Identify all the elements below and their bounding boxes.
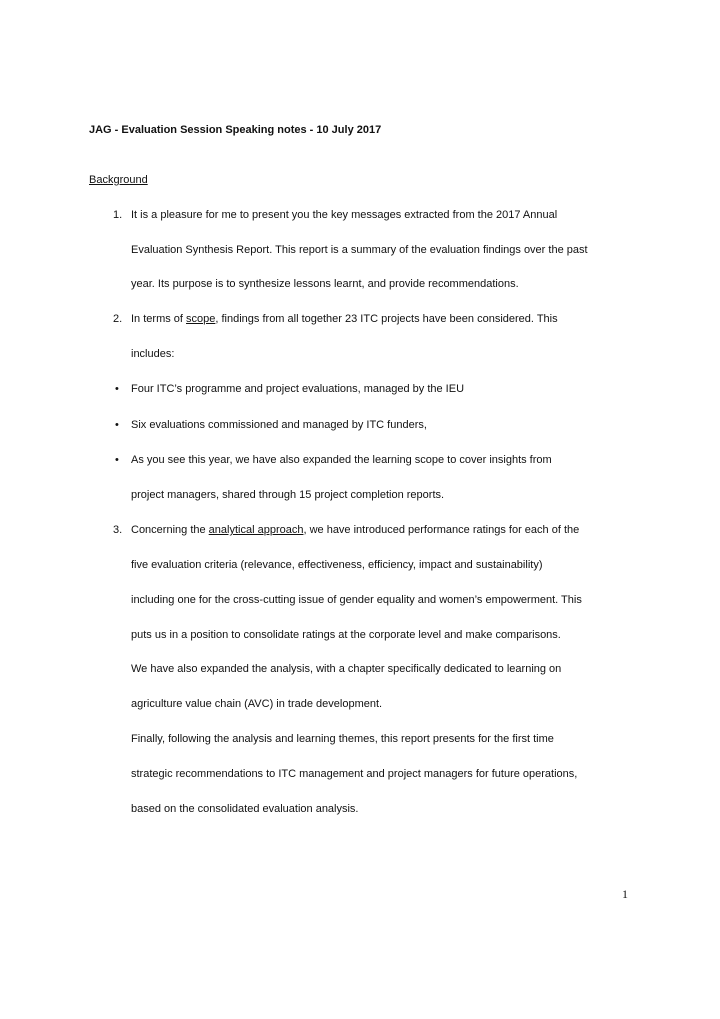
page-number: 1 (622, 887, 628, 901)
bullet-2-line-1: Six evaluations commissioned and managed by ITC funders, (131, 419, 427, 431)
item-3-line-8: strategic recommendations to ITC management and project managers for future operations, (131, 768, 578, 780)
item-3-prefix: Concerning the (131, 524, 209, 536)
bullet-3-marker: • (115, 454, 119, 466)
bullet-3-line-1: As you see this year, we have also expanded the learning scope to cover insights from (131, 454, 552, 466)
item-2-suffix: , findings from all together 23 ITC projects have been considered. This (215, 313, 558, 325)
bullet-1-marker: • (115, 383, 119, 395)
item-number-1: 1. (113, 209, 123, 221)
item-1-line-2: Evaluation Synthesis Report. This report is a summary of the evaluation findings over the past (131, 244, 588, 256)
scope-term: scope (186, 313, 216, 325)
item-3-line-6: agriculture value chain (AVC) in trade development. (131, 698, 383, 710)
bullet-1-line-1: Four ITC’s programme and project evaluations, managed by the IEU (131, 383, 465, 395)
item-2-line-2: includes: (131, 348, 175, 360)
bullet-3-line-2: project managers, shared through 15 project completion reports. (131, 489, 445, 501)
document-title: JAG - Evaluation Session Speaking notes - 10 July 2017 (89, 124, 382, 136)
item-2-prefix: In terms of (131, 313, 187, 325)
item-1-line-1: It is a pleasure for me to present you the key messages extracted from the 2017 Annual (131, 209, 558, 221)
item-3-line-4: puts us in a position to consolidate ratings at the corporate level and make comparisons. (131, 629, 561, 641)
item-3-line-7: Finally, following the analysis and learning themes, this report presents for the first time (131, 733, 554, 745)
item-3-line-9: based on the consolidated evaluation analysis. (131, 803, 359, 815)
item-3-line-2: five evaluation criteria (relevance, effectiveness, efficiency, impact and sustainability) (131, 559, 543, 571)
section-heading-background: Background (89, 174, 148, 186)
item-1-line-3: year. Its purpose is to synthesize lessons learnt, and provide recommendations. (131, 278, 519, 290)
bullet-2-marker: • (115, 419, 119, 431)
analytical-approach-term: analytical approach (208, 524, 304, 536)
item-2-line-1 (131, 312, 558, 326)
item-3-line-1 (131, 523, 579, 537)
item-number-2: 2. (113, 313, 123, 325)
item-number-3: 3. (113, 524, 123, 536)
item-3-line-3: including one for the cross-cutting issue of gender equality and women’s empowerment. This (131, 594, 582, 606)
item-3-line-5: We have also expanded the analysis, with a chapter specifically dedicated to learning on (131, 663, 562, 675)
item-3-suffix: , we have introduced performance ratings for each of the (303, 524, 580, 536)
